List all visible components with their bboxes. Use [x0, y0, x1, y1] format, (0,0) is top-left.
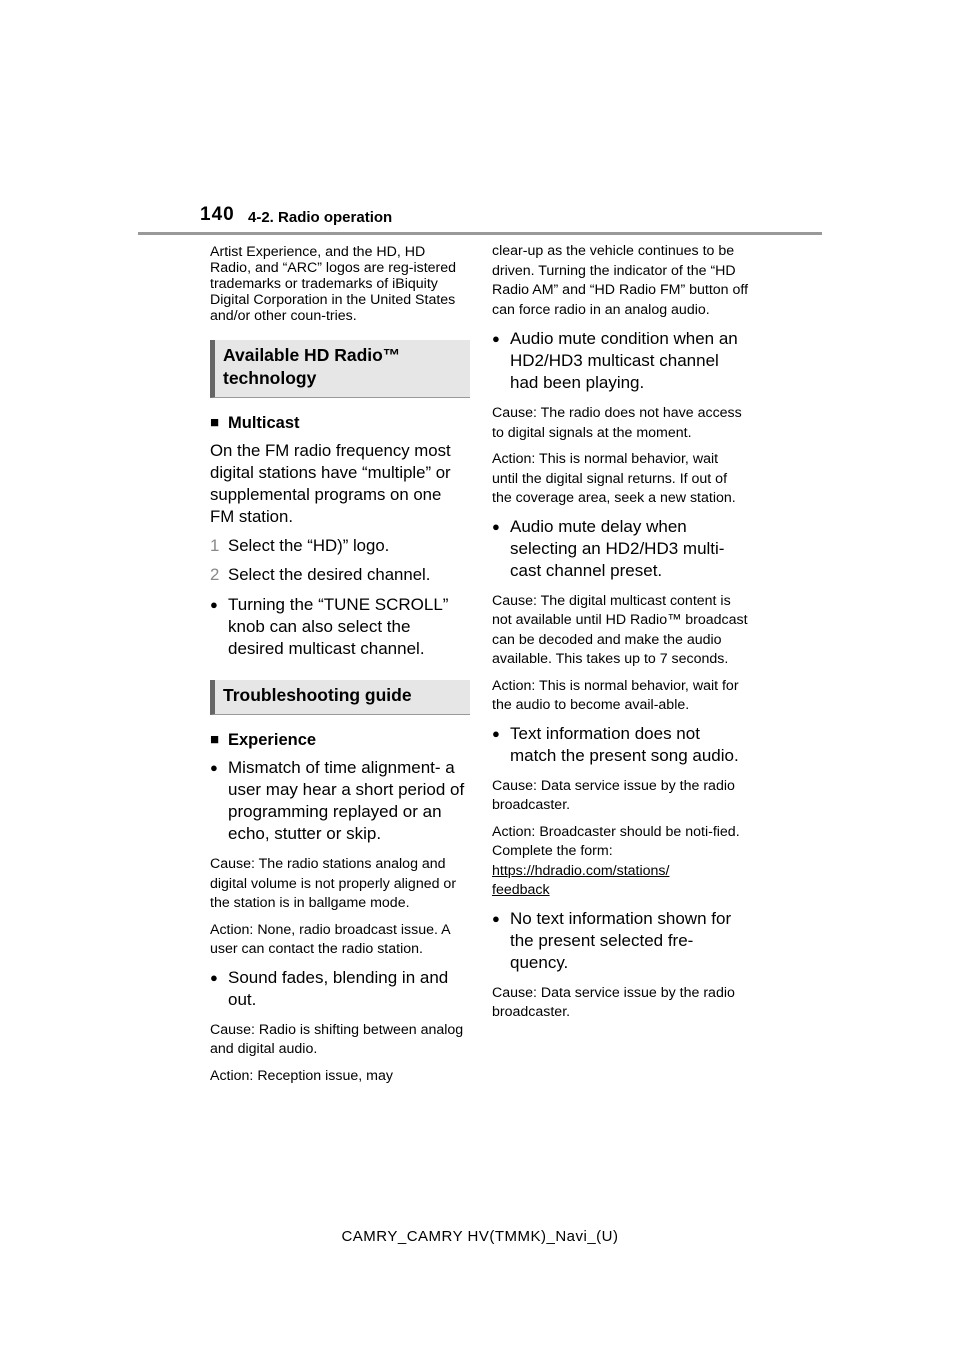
feedback-link-cont[interactable]: feedback: [492, 882, 550, 898]
heading-available-hd-radio: Available HD Radio™ technology: [210, 340, 470, 398]
header-rule: [138, 232, 822, 235]
bullet-dot-icon: ●: [492, 910, 500, 926]
subheading-experience: ■ Experience: [210, 731, 317, 749]
text-action: Action: Broadcaster should be noti-fied. Complete the form: https://hdradio.com/stations/ feedback: [492, 823, 740, 898]
page-footer: CAMRY_CAMRY HV(TMMK)_Navi_(U): [341, 1228, 619, 1245]
square-bullet-icon: ■: [210, 414, 220, 431]
notext-cause: Cause: Data service issue by the radio broadcaster.: [492, 984, 735, 1020]
mismatch-action: Action: None, radio broadcast issue. A user can contact the radio station.: [210, 921, 450, 957]
bullet-dot-icon: ●: [210, 760, 218, 775]
bullet-dot-icon: ●: [210, 597, 218, 612]
bullet-fades: ● Sound fades, blending in and out.: [210, 967, 449, 1009]
page-header: [200, 200, 820, 234]
step-1: 1 Select the “HD)” logo.: [210, 536, 390, 555]
mute-action: Action: This is normal behavior, wait until the digital signal returns. If out of the coverage area, seek a new station.: [492, 451, 736, 506]
bullet-text-mismatch: ● Text information does not match the present song audio.: [492, 723, 739, 765]
step-2: 2 Select the desired channel.: [210, 565, 431, 584]
bullet-dot-icon: ●: [492, 518, 500, 534]
bullet-mismatch: ● Mismatch of time alignment- a user may hear a short period of programming replayed or an echo, stutter or skip.: [210, 758, 465, 843]
section-title: 4-2. Radio operation: [248, 209, 393, 226]
subheading-multicast: ■ Multicast: [210, 414, 300, 432]
bullet-dot-icon: ●: [492, 331, 500, 346]
bullet-no-text: ● No text information shown for the present selected fre-quency.: [492, 908, 732, 972]
bullet-tune-scroll: ● Turning the “TUNE SCROLL” knob can also select the desired multicast channel.: [210, 595, 449, 658]
delay-action: Action: This is normal behavior, wait for the audio to become avail-able.: [492, 677, 739, 713]
bullet-dot-icon: ●: [210, 969, 218, 985]
mismatch-cause: Cause: The radio stations analog and digital volume is not properly aligned or the station is in ballgame mode.: [210, 856, 457, 911]
right-column: [492, 240, 748, 1030]
delay-cause: Cause: The digital multicast content is not available until HD Radio™ broadcast can be decoded and make the audio available. This takes up to 7 seconds.: [492, 592, 748, 667]
square-bullet-icon: ■: [210, 731, 220, 748]
left-column: [210, 240, 470, 1093]
heading-troubleshooting: Troubleshooting guide: [210, 680, 470, 715]
page-number: 140: [200, 204, 235, 225]
bullet-mute-delay: ● Audio mute delay when selecting an HD2/HD3 multi-cast channel preset.: [492, 516, 725, 580]
trademark-note: Artist Experience, and the HD, HD Radio, and “ARC” logos are reg-istered trademarks or trademarks of iBiquity Digital Corporation in the United States and/or other coun-tries.: [210, 244, 457, 324]
multicast-text: On the FM radio frequency most digital stations have “multiple” or supplemental programs on one FM station.: [210, 441, 451, 526]
fades-action: Action: Reception issue, may: [210, 1067, 393, 1084]
mute-cause: Cause: The radio does not have access to digital signals at the moment.: [492, 405, 742, 441]
fades-action-continued: clear-up as the vehicle continues to be driven. Turning the indicator of the “HD Radio AM” and “HD Radio FM” button off can force radio in an analog audio.: [492, 243, 749, 318]
bullet-mute-condition: ● Audio mute condition when an HD2/HD3 multicast channel had been playing.: [492, 329, 738, 392]
text-cause: Cause: Data service issue by the radio broadcaster.: [492, 777, 735, 813]
feedback-link[interactable]: https://hdradio.com/stations/: [492, 862, 670, 879]
bullet-dot-icon: ●: [492, 725, 500, 741]
fades-cause: Cause: Radio is shifting between analog and digital audio.: [210, 1021, 464, 1057]
